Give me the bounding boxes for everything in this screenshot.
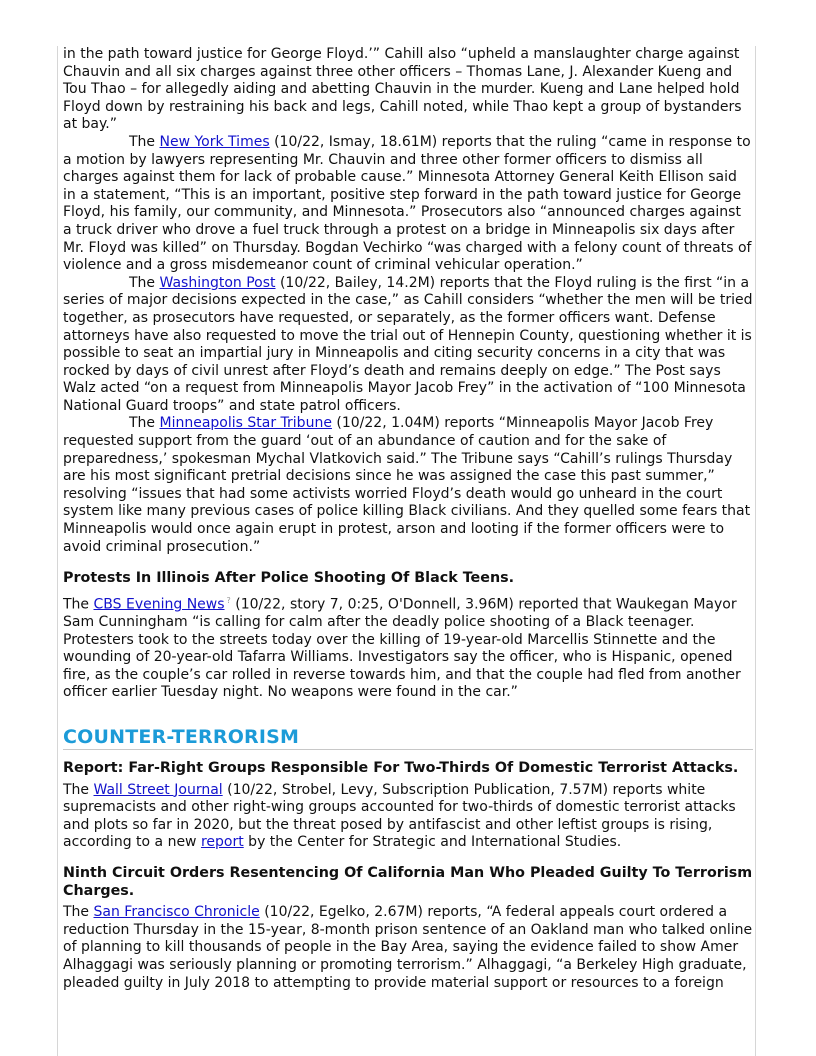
paragraph-sf-chronicle: The San Francisco Chronicle (10/22, Egelko, 2.67M) reports, “A federal appeals court ordered a reduction Thursday in the 15-year, 8-month prison sentence of an Oakland man who talked online of planning to kill thousands of people in the Bay Area, saying the evidence failed to show Amer Alhaggagi was seriously planning or promoting terrorism.” Alhaggagi, “a Berkeley High graduate, pleaded guilty in July 2018 to attempting to provide material support or resources to a foreign [63, 904, 753, 991]
paragraph-washington-post: The Washington Post (10/22, Bailey, 14.2M) reports that the Floyd ruling is the first “in a series of major decisions expected in the case,” as Cahill considers “whether the men will be tried together, as prosecutors have requested, or separately, as the former officers want. Defense attorneys have also requested to move the trial out of Hennepin County, questioning whether it is possible to seat an impartial jury in Minneapolis and citing security concerns in a city that was rocked by days of civil unrest after Floyd’s death and remains deeply on edge.” The Post says Walz acted “on a request from Minneapolis Mayor Jacob Frey” in the activation of “100 Minnesota National Guard troops” and state patrol officers. [63, 274, 753, 414]
paragraph-star-tribune: The Minneapolis Star Tribune (10/22, 1.04M) reports “Minneapolis Mayor Jacob Frey requested support from the guard ‘out of an abundance of caution and for the sake of preparedness,’ spokesman Mychal Vlatkovich said.” The Tribune says “Cahill’s rulings Thursday are his most significant pretrial decisions since he was assigned the case this past summer,” resolving “issues that had some activists worried Floyd’s death would go unheard in the court system like many previous cases of police killing Black civilians. And they quelled some fears that Minneapolis would once again erupt in protest, arson and looting if the former officers were to avoid criminal prosecution.” [63, 415, 751, 555]
link-report[interactable]: report [200, 834, 244, 851]
paragraph-cbs: The CBS Evening News ? (10/22, story 7, 0:25, O'Donnell, 3.96M) reported that Waukegan Mayor Sam Cunningham “is calling for calm after the deadly police shooting of a Black teenager. Protesters took to the streets today over the killing of 19-year-old Marcellis Stinnette and the wounding of 20-year-old Tafarra Williams. Investigators say the officer, who is Hispanic, opened fire, as the couple’s car rolled in reverse towards him, and that the couple had fled from another officer earlier Tuesday night. No weapons were found in the car.” [63, 595, 741, 701]
left-margin-rule [57, 46, 58, 1056]
headline-illinois-protests: Protests In Illinois After Police Shooting Of Black Teens. [63, 570, 515, 587]
paragraph-wsj: The Wall Street Journal (10/22, Strobel, Levy, Subscription Publication, 7.57M) reports white supremacists and other right-wing groups accounted for two-thirds of domestic terrorist attacks and plots so far in 2020, but the threat posed by antifascist and other leftist groups is rising, according to a new report by the Center for Strategic and International Studies. [63, 781, 736, 851]
link-washington-post[interactable]: Washington Post [159, 274, 276, 291]
right-margin-rule [755, 46, 756, 1056]
link-cbs-evening-news[interactable]: CBS Evening News [93, 596, 225, 613]
link-minneapolis-star-tribune[interactable]: Minneapolis Star Tribune [159, 415, 332, 432]
link-wall-street-journal[interactable]: Wall Street Journal [93, 781, 223, 798]
link-san-francisco-chronicle[interactable]: San Francisco Chronicle [93, 904, 260, 921]
headline-far-right-report: Report: Far-Right Groups Responsible For Two-Thirds Of Domestic Terrorist Attacks. [63, 760, 739, 777]
media-marker-icon: ? [226, 595, 231, 605]
link-new-york-times[interactable]: New York Times [159, 133, 270, 150]
paragraph-nyt: The New York Times (10/22, Ismay, 18.61M) reports that the ruling “came in response to a motion by lawyers representing Mr. Chauvin and three other former officers to dismiss all charges against them for lack of probable cause.” Minnesota Attorney General Keith Ellison said in a statement, “This is an important, positive step forward in the path toward justice for George Floyd, his family, our community, and Minnesota.” Prosecutors also “announced charges against a truck driver who drove a fuel truck through a protest on a bridge in Minneapolis six days after Mr. Floyd was killed” on Thursday. Bogdan Vechirko “was charged with a felony count of threats of violence and a gross misdemeanor count of criminal vehicular operation.” [63, 133, 752, 274]
section-heading-counter-terrorism: COUNTER-TERRORISM [63, 726, 753, 750]
paragraph-continuation: in the path toward justice for George Floyd.’” Cahill also “upheld a manslaughter charge against Chauvin and all six charges against three other officers – Thomas Lane, J. Alexander Kueng and Tou Thao – for allegedly aiding and abetting Chauvin in the murder. Kueng and Lane helped hold Floyd down by restraining his back and legs, Cahill noted, while Thao kept a group of bystanders at bay.” [63, 46, 742, 133]
headline-ninth-circuit: Ninth Circuit Orders Resentencing Of California Man Who Pleaded Guilty To Terrorism Charges. [63, 865, 753, 899]
document-page [63, 46, 753, 992]
